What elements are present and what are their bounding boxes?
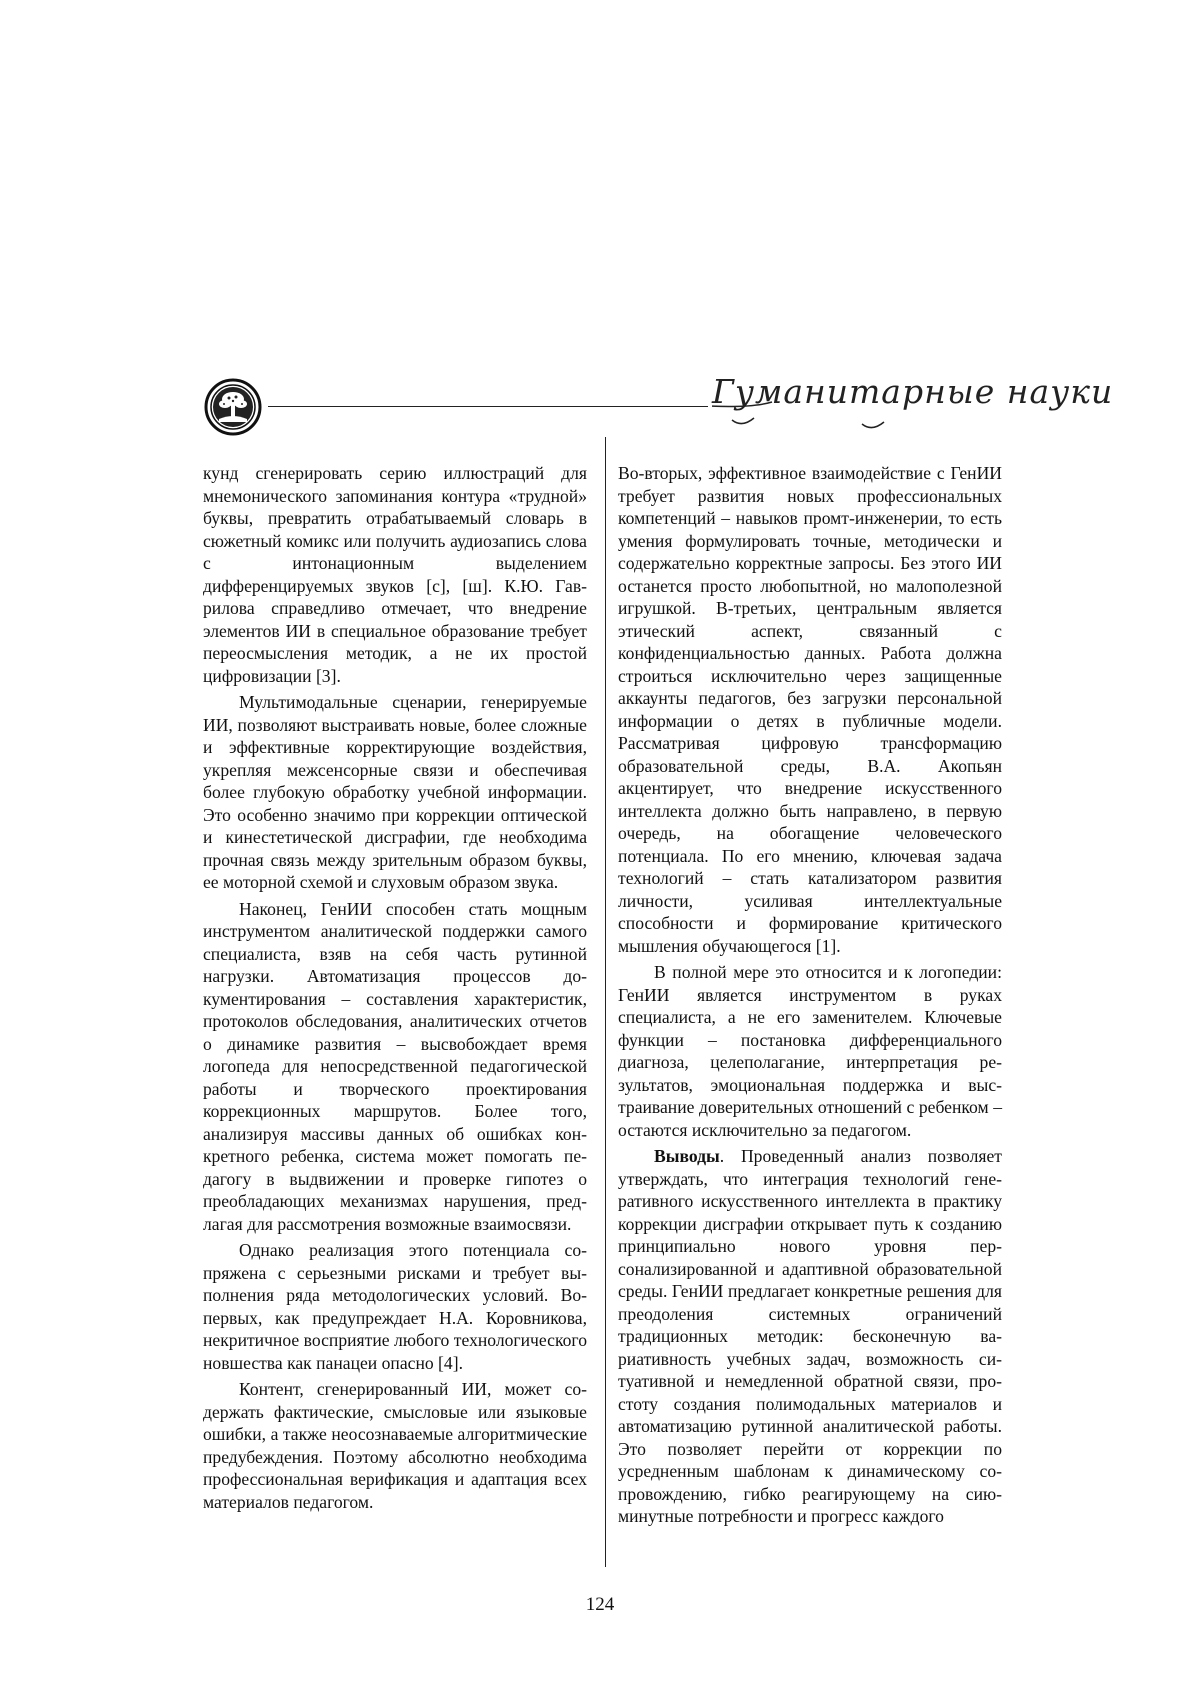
left-paragraph-2: Мультимодальные сценарии, генерируемые ИИ, позволяют выстраивать новые, более сложные и эффективные корректирующие воздействия, укрепляя межсенсорные связи и обеспечивая более глубокую обработку учебной информации. Это особенно значимо при коррекции оптической и кинестетической дисграфии, где необходима прочная связь между зрительным образом буквы, ее моторной схемой и слуховым образом звука. bbox=[203, 692, 587, 892]
right-paragraph-2: В полной мере это относится и к логопедии: ГенИИ является инструментом в руках специалиста, а не его заменителем. Ключевые функции – постановка дифференциального диагноза, целеполагание, интерпретация результатов, эмоциональная поддержка и выстраивание доверительных отношений с ребенком – остаются исключительно за педагогом. bbox=[618, 962, 1002, 1140]
left-paragraph-1: кунд сгенерировать серию иллюстраций для мнемонического запоминания контура «трудной» буквы, превратить отрабатываемый словарь в сюжетный комикс или получить аудиозапись слова с интонационным выделением дифференцируемых звуков [с], [ш]. К.Ю. Гаврилова справедливо отмечает, что внедрение элементов ИИ в специальное образование требует переосмысления методик, а не их простой цифровизации [3]. bbox=[203, 463, 587, 686]
right-column bbox=[618, 462, 1002, 1528]
conclusions-heading: Выводы bbox=[654, 1146, 720, 1166]
section-title-text: Гуманитарные науки bbox=[712, 372, 1114, 411]
column-divider bbox=[605, 437, 606, 1567]
section-title bbox=[712, 372, 1114, 442]
tree-emblem-icon bbox=[203, 377, 263, 437]
left-paragraph-3: Наконец, ГенИИ способен стать мощным инструментом аналитической поддержки самого специалиста, взяв на себя часть рутинной нагрузки. Автоматизация процессов документирования – составления характеристик, протоколов обследования, аналитических отчетов о динамике развития – высвобождает время логопеда для непосредственной педагогической работы и творческого проектирования коррекционных маршрутов. Более того, анализируя массивы данных об ошибках конкретного ребенка, система может помогать педагогу в выдвижении и проверке гипотез о преобладающих механизмах нарушения, предлагая для рассмотрения возможные взаимосвязи. bbox=[203, 898, 587, 1234]
conclusions-text: . Проведенный анализ позволяет утверждать, что интеграция технологий генеративного искусственного интеллекта в практику коррекции дисграфии открывает путь к созданию принципиально нового уровня персонализированной и адаптивной образовательной среды. ГенИИ предлагает конкретные решения для преодоления системных ограничений традиционных методик: бесконечную вариативность учебных задач, возможность ситуативной и немедленной обратной связи, простоту создания полимодальных материалов и автоматизацию рутинной аналитической работы. Это позволяет перейти от коррекции по усредненным шаблонам к динамическому сопровождению, гибко реагирующему на сиюминутные потребности и прогресс каждого bbox=[618, 1146, 1002, 1526]
left-column bbox=[203, 462, 587, 1513]
title-flourish bbox=[712, 372, 1012, 442]
left-paragraph-4: Однако реализация этого потенциала сопряжена с серьезными рисками и требует выполнения ряда методологических условий. Во-первых, как предупреждает Н.А. Коровникова, некритичное восприятие любого технологического новшества как панацеи опасно [4]. bbox=[203, 1240, 587, 1373]
header-rule bbox=[268, 406, 708, 407]
right-paragraph-1: Во-вторых, эффективное взаимодействие с ГенИИ требует развития новых профессиональных компетенций – навыков промт-инженерии, то есть умения формулировать точные, методически и содержательно корректные запросы. Без этого ИИ останется просто любопытной, но малополезной игрушкой. В-третьих, центральным является этический аспект, связанный с конфиденциальностью данных. Работа должна строиться исключительно через защищенные аккаунты педагогов, без загрузки персональной информации о детях в публичные модели. Рассматривая цифровую трансформацию образовательной среды, В.А. Акопьян акцентирует, что внедрение искусственного интеллекта должно быть направлено, в первую очередь, на обогащение человеческого потенциала. По его мнению, ключевая задача технологий – стать катализатором развития личности, усиливая интеллектуальные способности и формирование критического мышления обучающегося [1]. bbox=[618, 463, 1002, 956]
left-paragraph-5: Контент, сгенерированный ИИ, может содержать фактические, смысловые или языковые ошибки, а также неосознаваемые алгоритмические предубеждения. Поэтому абсолютно необходима профессиональная верификация и адаптация всех материалов педагогом. bbox=[203, 1379, 587, 1512]
page-number: 124 bbox=[585, 1594, 615, 1615]
right-paragraph-3 bbox=[618, 1145, 1002, 1528]
